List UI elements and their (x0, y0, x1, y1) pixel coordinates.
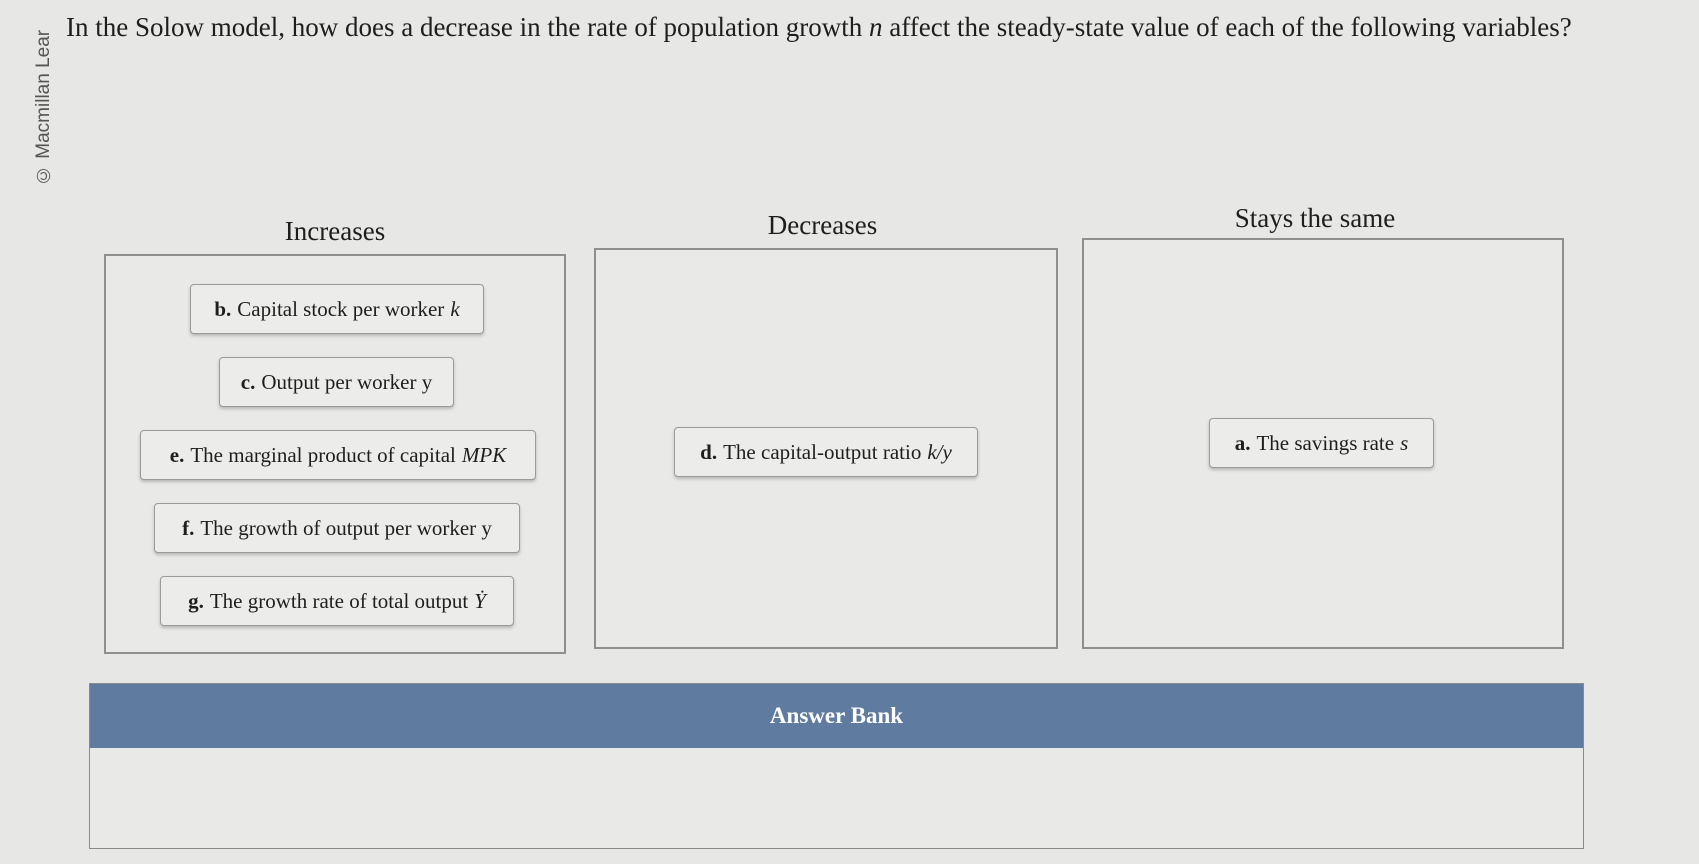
card-output-per-worker[interactable] (219, 357, 454, 407)
card-growth-of-output-per-worker[interactable] (154, 503, 520, 553)
dropzone-increases[interactable] (104, 254, 566, 654)
card-label: Capital stock per worker (237, 296, 445, 321)
card-label: Output per worker y (261, 369, 433, 394)
card-label: The capital-output ratio (723, 439, 922, 464)
card-label: The savings rate (1256, 430, 1395, 455)
dropzone-stays-same[interactable] (1082, 238, 1564, 649)
card-letter: f. (182, 515, 195, 540)
card-letter: a. (1234, 430, 1251, 455)
question-text (66, 4, 1646, 50)
card-growth-rate-of-total-output[interactable] (160, 576, 514, 626)
card-label: The growth rate of total output (209, 588, 469, 613)
column-title-stays-same: Stays the same (1234, 203, 1396, 233)
card-label: The growth of output per worker y (200, 515, 492, 540)
question-part1: In the Solow model, how does a decrease in the rate of population growth (66, 12, 870, 42)
card-letter: c. (240, 369, 256, 394)
answer-bank-header: Answer Bank (90, 684, 1583, 748)
column-title-increases: Increases (284, 216, 386, 246)
copyright-watermark-wrap (30, 0, 58, 185)
copyright-watermark: © Macmillan Lear (33, 29, 54, 185)
card-variable: Ẏ (474, 588, 486, 613)
card-savings-rate[interactable] (1209, 418, 1434, 468)
card-capital-output-ratio[interactable] (674, 427, 978, 477)
card-letter: b. (214, 296, 232, 321)
card-variable: k/y (927, 439, 952, 464)
dropzone-decreases[interactable] (594, 248, 1058, 649)
card-label: The marginal product of capital (190, 442, 456, 467)
answer-bank[interactable] (89, 683, 1584, 849)
card-variable: s (1400, 430, 1409, 455)
card-marginal-product-of-capital[interactable] (140, 430, 536, 480)
question-variable: n (869, 12, 883, 42)
card-letter: e. (169, 442, 185, 467)
card-variable: MPK (461, 442, 507, 467)
question-part2: affect the steady-state value of each of the following variables? (882, 12, 1572, 42)
column-title-decreases: Decreases (767, 210, 878, 240)
card-variable: k (450, 296, 460, 321)
card-letter: d. (700, 439, 718, 464)
card-letter: g. (188, 588, 204, 613)
card-capital-stock-per-worker[interactable] (190, 284, 484, 334)
